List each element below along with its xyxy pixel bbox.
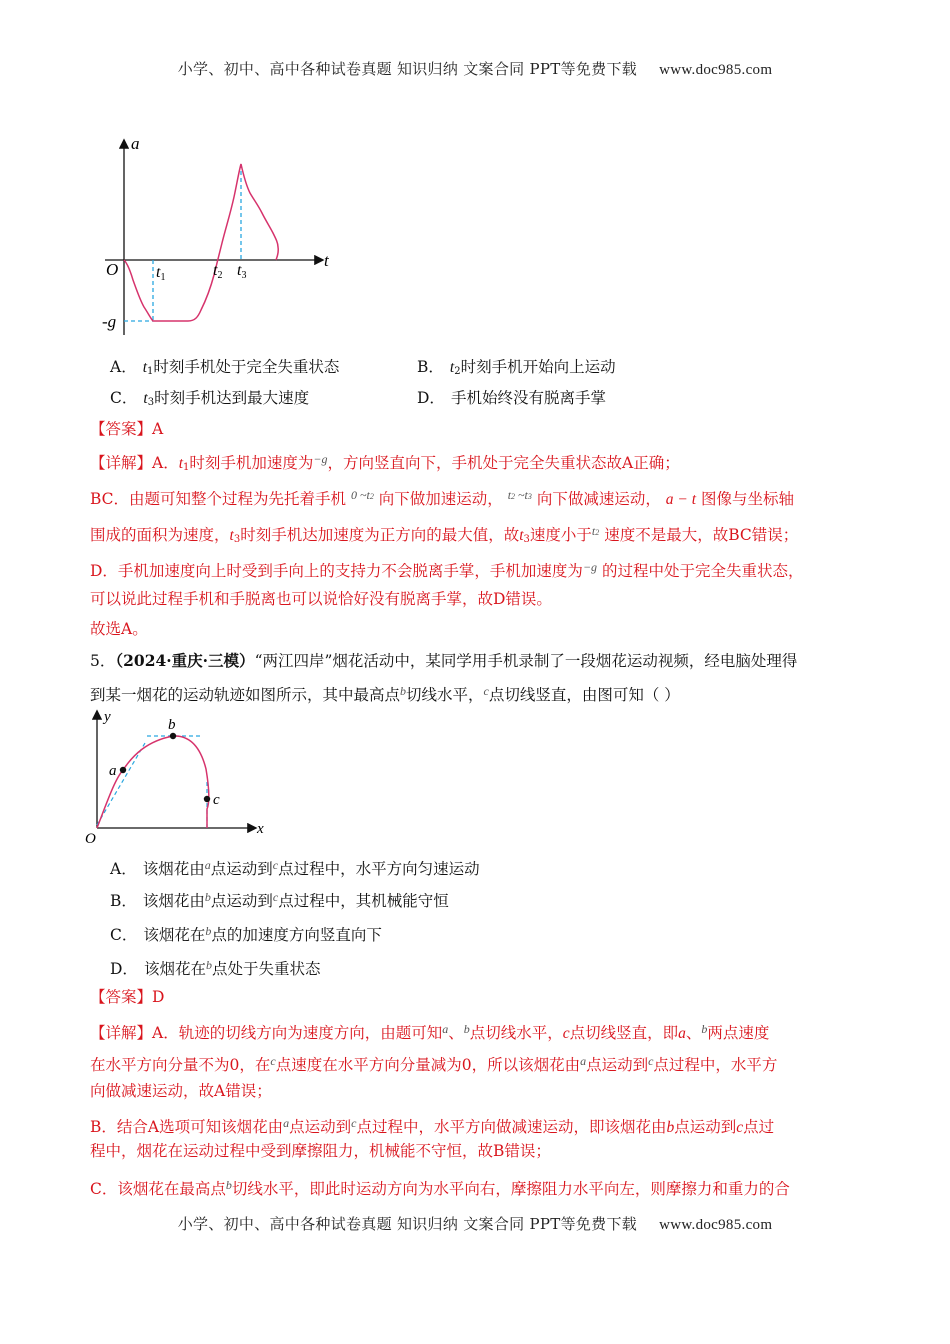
acceleration-curve xyxy=(124,164,278,321)
page-header xyxy=(0,58,950,79)
t1-label: t1 xyxy=(156,264,166,283)
q4-explain-line1: 【详解】A．$t_1$时刻手机加速度为$^{-g}$，方向竖直向下，手机处于完全失重状态故A正确； xyxy=(90,452,680,473)
t3-label: t3 xyxy=(237,262,247,281)
q5-explain-line2: 在水平方向分量不为0，在$^c$点速度在水平方向分量减为0，所以该烟花由$^a$点运动到$^c$点过程中，水平方 xyxy=(90,1054,778,1074)
q4-option-c[interactable]: C． $t_3$时刻手机达到最大速度 xyxy=(110,389,310,408)
origin-label: O xyxy=(85,831,96,847)
neg-g-label: -g xyxy=(102,312,117,331)
q4-explain-line6: 故选A。 xyxy=(90,620,148,638)
point-b xyxy=(170,733,176,739)
tangent-at-a xyxy=(97,743,145,825)
point-c-label: c xyxy=(213,792,220,808)
t-axis-label: t xyxy=(324,251,329,270)
q5-explain-line4: B．结合A选项可知该烟花由$^a$点运动到$^c$点过程中，水平方向做减速运动，即该烟花由b点运动到c点过 xyxy=(90,1116,775,1136)
header-url[interactable]: www.doc985.com xyxy=(659,62,773,78)
q5-explain-line5: 程中，烟花在运动过程中受到摩擦阻力，机械能不守恒，故B错误； xyxy=(90,1142,551,1160)
q5-option-a[interactable]: A． 该烟花由$^a$点运动到$^c$点过程中，水平方向匀速运动 xyxy=(110,858,480,878)
q5-explain-line1: 【详解】A．轨迹的切线方向为速度方向，由题可知$^a$、$^b$点切线水平，c点切线竖直，即a、$^b$两点速度 xyxy=(90,1022,770,1042)
origin-label: O xyxy=(106,260,119,279)
q5-option-c[interactable]: C． 该烟花在$^b$点的加速度方向竖直向下 xyxy=(110,924,382,944)
footer-url[interactable]: www.doc985.com xyxy=(659,1217,773,1233)
q4-explain-line2: BC．由题可知整个过程为先托着手机 $^{0 \sim t2}$ 向下做加速运动， $^{t2}$ $^{\sim t3}$ 向下做减速运动， a − t 图像与坐标轴 xyxy=(90,488,794,508)
q4-explain-line3: 围成的面积为速度，$t_3$时刻手机达加速度为正方向的最大值，故$t_3$速度小于$^{t2}$ 速度不是最大，故BC错误； xyxy=(90,524,799,545)
a-axis-label: a xyxy=(131,134,140,153)
q5-option-b[interactable]: B． 该烟花由$^b$点运动到$^c$点过程中，其机械能守恒 xyxy=(110,890,449,910)
x-axis-label: x xyxy=(257,821,264,837)
footer-text: 小学、初中、高中各种试卷真题 知识归纳 文案合同 PPT等免费下载 xyxy=(177,1215,638,1233)
q4-option-d[interactable]: D． 手机始终没有脱离手掌 xyxy=(417,389,606,407)
point-a-label: a xyxy=(109,763,117,779)
acceleration-time-graph xyxy=(100,135,440,335)
q4-answer: 【答案】A xyxy=(90,420,164,438)
point-c xyxy=(204,796,210,802)
q5-stem-line1: 5．（2024·重庆·三模）“两江四岸”烟花活动中，某同学用手机录制了一段烟花运动视频，经电脑处理得 xyxy=(90,651,798,670)
q5-explain-line6: C．该烟花在最高点$^b$切线水平，即此时运动方向为水平向右，摩擦阻力水平向左，则摩擦力和重力的合 xyxy=(90,1178,790,1198)
q5-explain-line3: 向做减速运动，故A错误； xyxy=(90,1082,272,1100)
t2-label: t2 xyxy=(213,262,223,281)
y-axis-label: y xyxy=(104,709,111,725)
header-text: 小学、初中、高中各种试卷真题 知识归纳 文案合同 PPT等免费下载 xyxy=(177,60,638,78)
page-footer xyxy=(0,1213,950,1234)
point-b-label: b xyxy=(168,717,176,733)
q4-option-a[interactable]: A． $t_1$时刻手机处于完全失重状态 xyxy=(110,358,340,377)
point-a xyxy=(120,767,126,773)
firework-trajectory-graph xyxy=(85,707,285,847)
q5-answer: 【答案】D xyxy=(90,988,165,1006)
q4-explain-line5: 可以说此过程手机和手脱离也可以说恰好没有脱离手掌，故D错误。 xyxy=(90,590,552,608)
q4-option-b[interactable]: B． $t_2$时刻手机开始向上运动 xyxy=(417,358,616,377)
trajectory-curve xyxy=(97,736,209,828)
q5-stem-line2: 到某一烟花的运动轨迹如图所示，其中最高点$^b$切线水平，$^c$点切线竖直，由图可知（ ） xyxy=(90,684,680,704)
q5-option-d[interactable]: D． 该烟花在$^b$点处于失重状态 xyxy=(110,958,321,978)
q4-explain-line4: D．手机加速度向上时受到手向上的支持力不会脱离手掌，手机加速度为$^{-g}$ 的过程中处于完全失重状态， xyxy=(90,560,804,580)
